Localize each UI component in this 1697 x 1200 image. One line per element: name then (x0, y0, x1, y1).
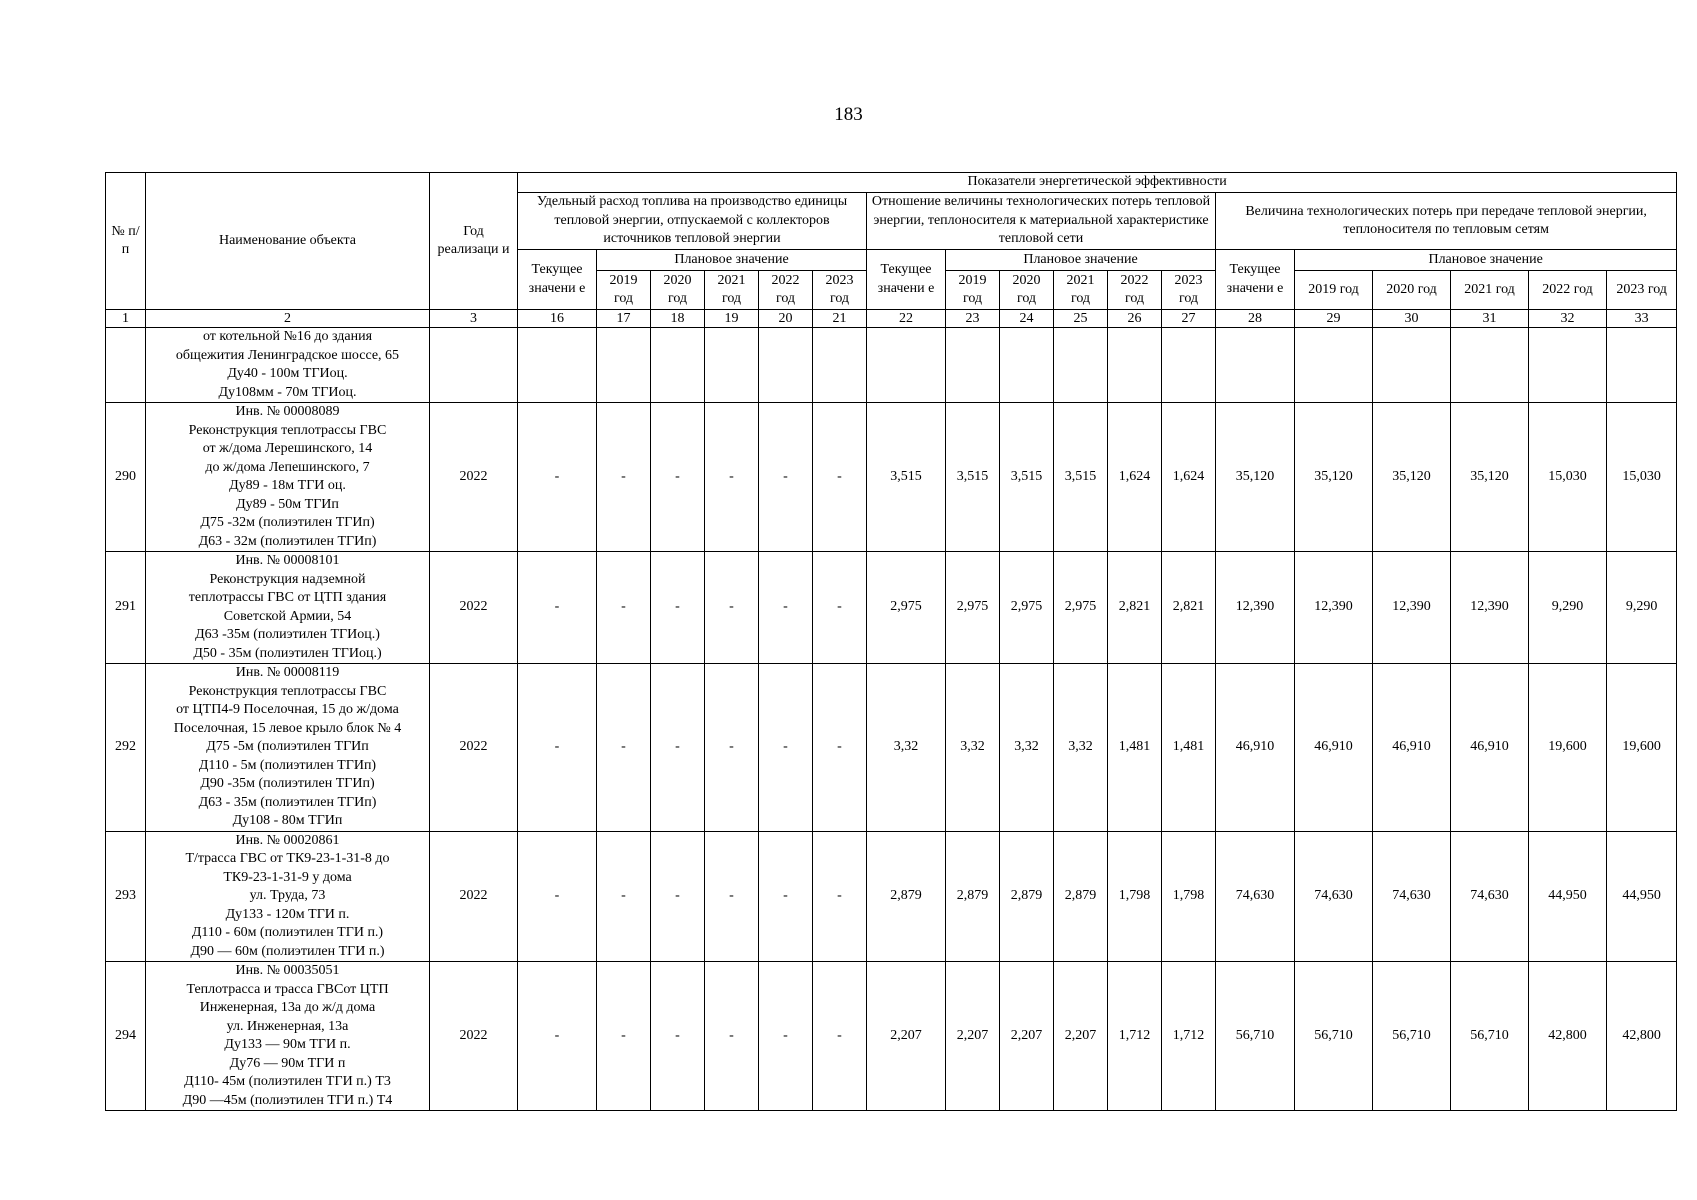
column-number: 2 (146, 310, 430, 328)
indicator-value: 46,910 (1451, 664, 1529, 832)
column-number: 23 (946, 310, 1000, 328)
object-name-line: ул. Труда, 73 (249, 888, 326, 903)
indicator-value (1295, 328, 1373, 403)
indicator-value: 2,207 (1000, 962, 1054, 1111)
indicator-value: 42,800 (1529, 962, 1607, 1111)
object-name-line: Д75 -5м (полиэтилен ТГИп (206, 739, 369, 754)
indicator-value: 3,515 (867, 403, 946, 552)
indicator-value: - (813, 831, 867, 962)
indicator-value: - (813, 552, 867, 664)
implementation-year: 2022 (430, 831, 518, 962)
header-year-loss-ratio-0: 2019 год (946, 271, 1000, 310)
indicator-value: 2,879 (867, 831, 946, 962)
indicator-value (867, 328, 946, 403)
row-number: 294 (106, 962, 146, 1111)
indicator-value: 46,910 (1295, 664, 1373, 832)
indicator-value: 15,030 (1607, 403, 1677, 552)
indicator-value: - (651, 664, 705, 832)
object-name (146, 664, 430, 832)
object-name-line: Д63 - 32м (полиэтилен ТГИп) (198, 533, 377, 549)
indicator-value: 9,290 (1529, 552, 1607, 664)
header-year-fuel-4: 2023 год (813, 271, 867, 310)
indicator-value: - (759, 664, 813, 832)
object-name-line: Д110- 45м (полиэтилен ТГИ п.) Т3 (184, 1074, 391, 1089)
indicator-value: 3,32 (1054, 664, 1108, 832)
header-year-loss-value-1: 2020 год (1373, 271, 1451, 310)
column-number: 19 (705, 310, 759, 328)
indicator-value: 2,879 (1054, 831, 1108, 962)
indicator-value: - (597, 552, 651, 664)
column-number: 18 (651, 310, 705, 328)
header-col-year: Год реализаци и (430, 173, 518, 310)
implementation-year: 2022 (430, 664, 518, 832)
indicator-value: - (759, 962, 813, 1111)
indicator-value: 44,950 (1529, 831, 1607, 962)
column-number: 32 (1529, 310, 1607, 328)
indicator-value: 74,630 (1295, 831, 1373, 962)
object-name-line: Д63 - 35м (полиэтилен ТГИп) (198, 794, 377, 810)
indicator-value: 1,481 (1108, 664, 1162, 832)
header-year-loss-value-3: 2022 год (1529, 271, 1607, 310)
page-number: 183 (834, 104, 863, 125)
indicator-value (1373, 328, 1451, 403)
indicator-value: - (705, 664, 759, 832)
row-number: 292 (106, 664, 146, 832)
indicator-value: 2,975 (1054, 552, 1108, 664)
object-name (146, 403, 430, 552)
header-current-fuel: Текущее значени е (518, 250, 597, 310)
object-name-line: от котельной №16 до здания (202, 329, 373, 344)
table-row (106, 962, 1677, 1111)
object-name-line: Д75 -32м (полиэтилен ТГИп) (200, 515, 375, 530)
indicator-value: 56,710 (1295, 962, 1373, 1111)
header-year-loss-value-0: 2019 год (1295, 271, 1373, 310)
indicator-value: - (518, 664, 597, 832)
object-name-line: Д110 - 60м (полиэтилен ТГИ п.) (191, 925, 384, 940)
indicator-value: - (651, 552, 705, 664)
indicator-value: 3,515 (1000, 403, 1054, 552)
indicator-value: - (813, 403, 867, 552)
indicator-value: - (705, 552, 759, 664)
indicator-value: - (518, 552, 597, 664)
header-group-fuel: Удельный расход топлива на производство единицы тепловой энергии, отпускаемой с коллекторов источников тепловой энергии (518, 193, 867, 250)
column-number: 33 (1607, 310, 1677, 328)
row-number (106, 328, 146, 403)
indicator-value: 12,390 (1295, 552, 1373, 664)
object-name-line: Советской Армии, 54 (223, 608, 352, 624)
header-planned-loss-value: Плановое значение (1295, 250, 1677, 271)
indicator-value: 15,030 (1529, 403, 1607, 552)
indicator-value: - (518, 831, 597, 962)
column-number: 25 (1054, 310, 1108, 328)
indicator-value: 56,710 (1216, 962, 1295, 1111)
column-number: 30 (1373, 310, 1451, 328)
indicator-value: 19,600 (1607, 664, 1677, 832)
indicator-value: 2,879 (946, 831, 1000, 962)
column-number: 24 (1000, 310, 1054, 328)
object-name-line: от ж/дома Лерешинского, 14 (202, 441, 373, 456)
row-number: 293 (106, 831, 146, 962)
table-row (106, 552, 1677, 664)
indicator-value: - (597, 403, 651, 552)
indicator-value: 3,32 (867, 664, 946, 832)
indicator-value: 3,32 (1000, 664, 1054, 832)
table-row (106, 664, 1677, 832)
indicator-value: - (651, 962, 705, 1111)
column-number: 16 (518, 310, 597, 328)
object-name-line: Инв. № 00008089 (235, 404, 340, 419)
indicator-value (597, 328, 651, 403)
column-number: 22 (867, 310, 946, 328)
header-year-fuel-3: 2022 год (759, 271, 813, 310)
indicator-value: 74,630 (1216, 831, 1295, 962)
header-group-loss-ratio: Отношение величины технологических потерь тепловой энергии, теплоносителя к материальной характеристике тепловой сети (867, 193, 1216, 250)
indicator-value: - (705, 831, 759, 962)
header-group-top: Показатели энергетической эффективности (518, 173, 1677, 193)
object-name-line: Реконструкция теплотрассы ГВС (188, 683, 387, 699)
indicator-value: - (705, 962, 759, 1111)
object-name-line: Т/трасса ГВС от ТК9-23-1-31-8 до (185, 851, 390, 866)
object-name (146, 328, 430, 403)
header-year-loss-value-4: 2023 год (1607, 271, 1677, 310)
indicator-value: 74,630 (1373, 831, 1451, 962)
indicator-value: - (597, 664, 651, 832)
indicator-value (1451, 328, 1529, 403)
indicator-value: - (759, 831, 813, 962)
indicator-value: 2,207 (1054, 962, 1108, 1111)
object-name-line: Инв. № 00035051 (235, 963, 340, 978)
header-year-fuel-1: 2020 год (651, 271, 705, 310)
header-year-loss-value-2: 2021 год (1451, 271, 1529, 310)
indicator-value: 2,975 (867, 552, 946, 664)
object-name-line: Реконструкция теплотрассы ГВС (188, 422, 387, 438)
object-name-line: общежития Ленинградское шоссе, 65 (175, 347, 400, 363)
indicator-value (1216, 328, 1295, 403)
indicator-value (813, 328, 867, 403)
header-current-loss-value: Текущее значени е (1216, 250, 1295, 310)
indicator-value (946, 328, 1000, 403)
column-number: 31 (1451, 310, 1529, 328)
object-name-line: Ду76 — 90м ТГИ п (229, 1055, 346, 1071)
object-name-line: Ду133 - 120м ТГИ п. (225, 906, 350, 922)
object-name (146, 552, 430, 664)
object-name-line: ул. Инженерная, 13а (226, 1018, 349, 1034)
indicator-value: 2,207 (867, 962, 946, 1111)
indicator-value (518, 328, 597, 403)
indicator-value (1529, 328, 1607, 403)
indicator-value: 46,910 (1216, 664, 1295, 832)
object-name-line: Инв. № 00020861 (235, 832, 340, 848)
indicator-value: 42,800 (1607, 962, 1677, 1111)
object-name-line: Д110 - 5м (полиэтилен ТГИп) (198, 757, 377, 773)
indicator-value: - (759, 403, 813, 552)
indicator-value: 1,798 (1108, 831, 1162, 962)
indicator-value: - (813, 664, 867, 832)
indicator-value: 2,821 (1108, 552, 1162, 664)
object-name-line: Д90 —45м (полиэтилен ТГИ п.) Т4 (182, 1092, 393, 1108)
indicator-value (1000, 328, 1054, 403)
object-name-line: Ду89 - 18м ТГИ оц. (229, 478, 346, 493)
header-year-loss-ratio-3: 2022 год (1108, 271, 1162, 310)
indicator-value: 1,712 (1108, 962, 1162, 1111)
column-number: 29 (1295, 310, 1373, 328)
indicator-value (1607, 328, 1677, 403)
table-row (106, 328, 1677, 403)
header-planned-fuel: Плановое значение (597, 250, 867, 271)
object-name-line: Д90 — 60м (полиэтилен ТГИ п.) (190, 943, 385, 959)
indicator-value: 35,120 (1295, 403, 1373, 552)
header-year-loss-ratio-2: 2021 год (1054, 271, 1108, 310)
indicator-value: 9,290 (1607, 552, 1677, 664)
indicator-value: 3,515 (1054, 403, 1108, 552)
column-number: 20 (759, 310, 813, 328)
indicator-value: 2,821 (1162, 552, 1216, 664)
column-number: 3 (430, 310, 518, 328)
object-name-line: Ду133 — 90м ТГИ п. (224, 1037, 351, 1052)
implementation-year: 2022 (430, 552, 518, 664)
table-row (106, 831, 1677, 962)
column-number: 21 (813, 310, 867, 328)
indicator-value: - (518, 403, 597, 552)
header-col-no: № п/п (106, 173, 146, 310)
object-name-line: Реконструкция надземной (209, 571, 366, 587)
object-name-line: Ду89 - 50м ТГИп (236, 496, 339, 512)
header-group-loss-value: Величина технологических потерь при передаче тепловой энергии, теплоносителя по тепловым сетям (1216, 193, 1677, 250)
indicator-value: 1,798 (1162, 831, 1216, 962)
object-name-line: ТК9-23-1-31-9 у дома (223, 869, 352, 885)
column-number: 1 (106, 310, 146, 328)
indicator-value: 35,120 (1373, 403, 1451, 552)
indicator-value: 1,712 (1162, 962, 1216, 1111)
column-number: 27 (1162, 310, 1216, 328)
object-name-line: Д63 -35м (полиэтилен ТГИоц.) (195, 627, 380, 642)
object-name-line: Поселочная, 15 левое крыло блок № 4 (173, 720, 402, 736)
indicator-value: - (705, 403, 759, 552)
indicator-value: 46,910 (1373, 664, 1451, 832)
indicator-value: - (651, 831, 705, 962)
object-name-line: Ду40 - 100м ТГИоц. (227, 366, 348, 381)
indicator-value: - (518, 962, 597, 1111)
object-name-line: Инв. № 00008101 (235, 553, 340, 568)
indicator-value: 12,390 (1216, 552, 1295, 664)
indicator-value: 3,32 (946, 664, 1000, 832)
object-name-line: Д50 - 35м (полиэтилен ТГИоц.) (193, 645, 382, 661)
indicator-value: 2,975 (1000, 552, 1054, 664)
header-planned-loss-ratio: Плановое значение (946, 250, 1216, 271)
object-name-line: Инв. № 00008119 (235, 665, 340, 680)
indicator-value: 3,515 (946, 403, 1000, 552)
indicator-value: 35,120 (1451, 403, 1529, 552)
table-row (106, 403, 1677, 552)
object-name (146, 831, 430, 962)
indicator-value: 35,120 (1216, 403, 1295, 552)
header-year-loss-ratio-1: 2020 год (1000, 271, 1054, 310)
object-name-line: теплотрассы ГВС от ЦТП здания (188, 590, 387, 605)
implementation-year: 2022 (430, 962, 518, 1111)
object-name-line: от ЦТП4-9 Поселочная, 15 до ж/дома (176, 702, 399, 717)
object-name-line: Ду108мм - 70м ТГИоц. (218, 384, 357, 400)
indicator-value: - (597, 831, 651, 962)
indicator-value: 12,390 (1373, 552, 1451, 664)
implementation-year (430, 328, 518, 403)
header-year-loss-ratio-4: 2023 год (1162, 271, 1216, 310)
implementation-year: 2022 (430, 403, 518, 552)
header-current-loss-ratio: Текущее значени е (867, 250, 946, 310)
indicator-value: - (597, 962, 651, 1111)
indicator-value (1054, 328, 1108, 403)
object-name-line: до ж/дома Лепешинского, 7 (205, 459, 370, 475)
indicator-value: 2,207 (946, 962, 1000, 1111)
indicator-value (651, 328, 705, 403)
object-name-line: Ду108 - 80м ТГИп (232, 813, 343, 828)
column-number: 26 (1108, 310, 1162, 328)
indicator-value: - (759, 552, 813, 664)
row-number: 290 (106, 403, 146, 552)
indicator-value (759, 328, 813, 403)
energy-efficiency-table (105, 172, 1677, 1111)
row-number: 291 (106, 552, 146, 664)
indicator-value (1162, 328, 1216, 403)
indicator-value: 44,950 (1607, 831, 1677, 962)
column-number: 28 (1216, 310, 1295, 328)
header-col-name: Наименование объекта (146, 173, 430, 310)
indicator-value: 56,710 (1373, 962, 1451, 1111)
header-year-fuel-0: 2019 год (597, 271, 651, 310)
indicator-value: 1,624 (1162, 403, 1216, 552)
indicator-value (1108, 328, 1162, 403)
indicator-value: 56,710 (1451, 962, 1529, 1111)
object-name-line: Д90 -35м (полиэтилен ТГИп) (200, 776, 375, 791)
indicator-value: - (813, 962, 867, 1111)
indicator-value: 74,630 (1451, 831, 1529, 962)
indicator-value: 19,600 (1529, 664, 1607, 832)
header-year-fuel-2: 2021 год (705, 271, 759, 310)
indicator-value: - (651, 403, 705, 552)
indicator-value: 1,481 (1162, 664, 1216, 832)
object-name-line: Инженерная, 13а до ж/д дома (199, 1000, 376, 1015)
indicator-value: 2,879 (1000, 831, 1054, 962)
indicator-value: 12,390 (1451, 552, 1529, 664)
indicator-value: 1,624 (1108, 403, 1162, 552)
object-name (146, 962, 430, 1111)
indicator-value: 2,975 (946, 552, 1000, 664)
object-name-line: Теплотрасса и трасса ГВСот ЦТП (186, 981, 389, 997)
indicator-value (705, 328, 759, 403)
column-number: 17 (597, 310, 651, 328)
